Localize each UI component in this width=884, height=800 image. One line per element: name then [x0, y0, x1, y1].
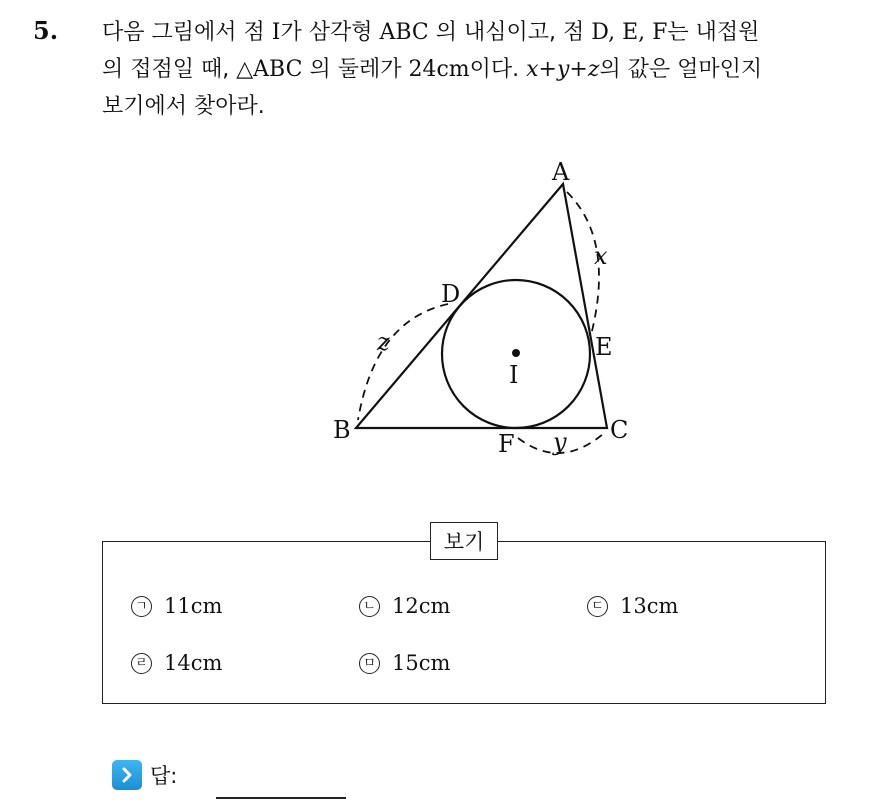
- choice-mark-1: ㄱ: [131, 596, 152, 617]
- choices-title: 보기: [430, 522, 498, 560]
- choice-4[interactable]: [131, 651, 222, 675]
- label-f: F: [498, 430, 515, 458]
- choice-5[interactable]: [359, 651, 450, 675]
- label-b: B: [333, 416, 351, 444]
- choice-2[interactable]: [359, 594, 450, 618]
- label-x: x: [594, 242, 608, 270]
- label-z: z: [377, 328, 390, 356]
- label-e: E: [595, 333, 613, 361]
- choice-1[interactable]: [131, 594, 222, 618]
- answer-row: [112, 760, 177, 790]
- choice-value-3: 13cm: [620, 594, 679, 618]
- question-line-3: 보기에서 찾아라.: [102, 94, 265, 119]
- answer-input-line[interactable]: [216, 797, 346, 799]
- chevron-right-icon: [112, 760, 142, 790]
- triangle-abc: [356, 184, 607, 428]
- answer-label: 답:: [150, 764, 178, 788]
- arc-z: [358, 304, 448, 420]
- choice-3[interactable]: [587, 594, 678, 618]
- choice-value-1: 11cm: [164, 594, 223, 618]
- choice-mark-5: ㅁ: [359, 653, 380, 674]
- label-i: I: [509, 361, 519, 389]
- choice-mark-4: ㄹ: [131, 653, 152, 674]
- label-d: D: [441, 280, 461, 308]
- question-line-1: 다음 그림에서 점 I가 삼각형 ABC 의 내심이고, 점 D, E, F는 내접원: [102, 20, 760, 45]
- choice-value-4: 14cm: [164, 651, 223, 675]
- question-line-2: 의 접점일 때, △ABC 의 둘레가 24cm이다. x+y+z의 값은 얼마인지: [102, 57, 763, 82]
- choice-mark-2: ㄴ: [359, 596, 380, 617]
- label-c: C: [610, 416, 629, 444]
- question-number: 5.: [33, 16, 59, 45]
- choice-value-5: 15cm: [392, 651, 451, 675]
- label-a: A: [552, 158, 570, 186]
- choices-box: [102, 541, 826, 704]
- choice-mark-3: ㄷ: [587, 596, 608, 617]
- choice-value-2: 12cm: [392, 594, 451, 618]
- label-y: y: [553, 428, 567, 456]
- incenter-dot: [512, 349, 520, 357]
